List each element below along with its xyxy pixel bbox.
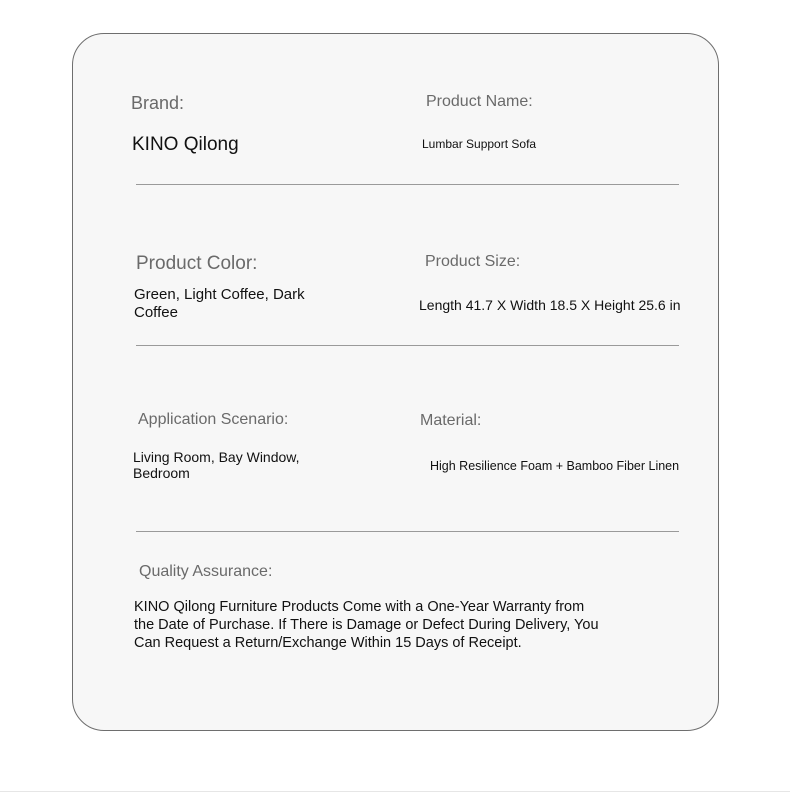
material-value: High Resilience Foam + Bamboo Fiber Linen bbox=[430, 459, 680, 473]
divider-1 bbox=[136, 184, 679, 185]
page-bottom-divider bbox=[0, 791, 790, 792]
quality-assurance-value: KINO Qilong Furniture Products Come with a One-Year Warranty from the Date of Purchase. If There is Damage or Defect During Delivery, You Can Request a Return/Exchange Within 15 Days of Receipt. bbox=[134, 599, 599, 651]
brand-value: KINO Qilong bbox=[132, 134, 239, 155]
application-scenario-label: Application Scenario: bbox=[138, 411, 289, 428]
quality-assurance-label: Quality Assurance: bbox=[139, 563, 273, 580]
product-name-label: Product Name: bbox=[426, 93, 533, 110]
product-name-value: Lumbar Support Sofa bbox=[422, 137, 537, 151]
product-size-label: Product Size: bbox=[425, 253, 521, 270]
material-label: Material: bbox=[420, 412, 482, 429]
product-color-value: Green, Light Coffee, Dark Coffee bbox=[134, 286, 305, 321]
product-size-value: Length 41.7 X Width 18.5 X Height 25.6 in bbox=[419, 297, 681, 313]
application-scenario-value: Living Room, Bay Window, Bedroom bbox=[133, 449, 300, 481]
brand-label: Brand: bbox=[131, 93, 185, 113]
product-spec-card bbox=[72, 33, 719, 731]
divider-3 bbox=[136, 531, 679, 532]
divider-2 bbox=[136, 345, 679, 346]
product-color-label: Product Color: bbox=[136, 253, 258, 274]
